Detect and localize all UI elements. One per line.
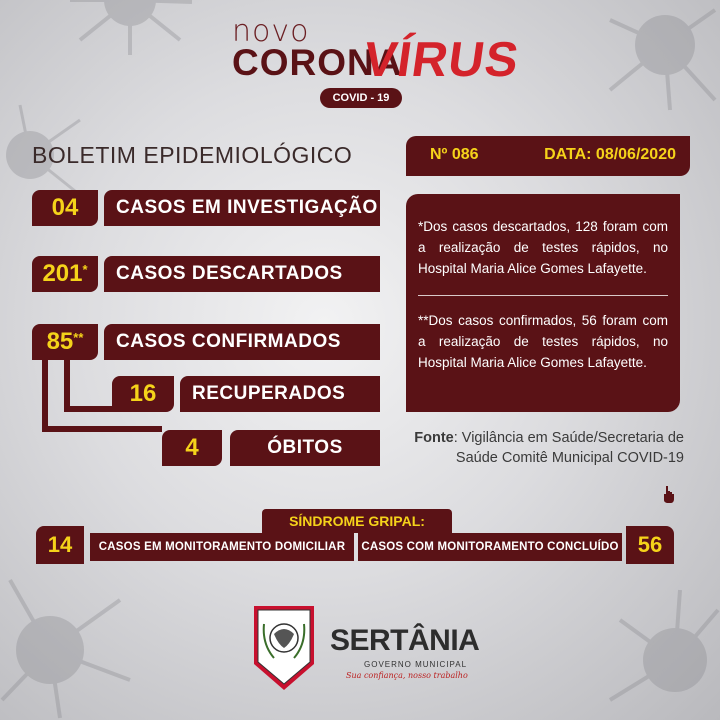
monitoring-label-text: CASOS EM MONITORAMENTO DOMICILIAR: [98, 541, 346, 553]
bracket-line: [64, 360, 70, 412]
header-corona: CORONA: [232, 42, 403, 83]
recovered-label: [180, 376, 380, 412]
virus-icon: [580, 0, 720, 120]
virus-icon: [60, 0, 200, 60]
bracket-line: [42, 426, 162, 432]
discarded-count: [32, 256, 98, 292]
bracket-line: [42, 360, 48, 432]
confirmed-value: 85: [46, 328, 74, 355]
recovered-label-text: RECUPERADOS: [192, 383, 346, 404]
investigation-count: [32, 190, 98, 226]
recovered-count: [112, 376, 174, 412]
discarded-label: [104, 256, 380, 292]
pointing-hand-icon: [658, 484, 678, 504]
covid-badge: COVID - 19: [320, 88, 402, 108]
notes-divider: [418, 295, 668, 296]
header-virus: VÍRUS: [360, 33, 523, 87]
logo-name: SERTÂNIA: [330, 624, 480, 657]
confirmed-label-text: CASOS CONFIRMADOS: [116, 331, 341, 352]
logo-subtitle: GOVERNO MUNICIPAL: [364, 660, 468, 669]
note-confirmed: **Dos casos confirmados, 56 foram com a realização de testes rápidos, no Hospital Maria Alice Gomes Lafayette.: [418, 313, 668, 370]
investigation-value: 04: [51, 194, 79, 221]
bulletin-title: [32, 142, 352, 169]
bulletin-info-bar: [406, 136, 690, 176]
source-text: [394, 428, 684, 468]
bulletin-title-b: EPIDEMIOLÓGICO: [143, 142, 353, 168]
deaths-value: 4: [185, 434, 199, 461]
virus-icon: [600, 580, 720, 720]
bulletin-title-a: BOLETIM: [32, 142, 137, 168]
monitoring-value: 14: [47, 532, 73, 557]
bracket-line: [64, 406, 112, 412]
municipal-shield-icon: [252, 604, 316, 692]
logo-slogan: Sua confiança, nosso trabalho: [346, 671, 468, 680]
confirmed-label: [104, 324, 380, 360]
discarded-mark: *: [82, 262, 88, 277]
monitoring-count: [36, 526, 84, 564]
deaths-label-text: ÓBITOS: [267, 437, 343, 458]
notes-panel: [406, 194, 680, 412]
discarded-value: 201: [42, 260, 83, 287]
note-discarded: *Dos casos descartados, 128 foram com a realização de testes rápidos, no Hospital Maria Alice Gomes Lafayette.: [418, 219, 668, 276]
concluded-value: 56: [637, 532, 663, 557]
investigation-label-text: CASOS EM INVESTIGAÇÃO: [116, 197, 378, 218]
bulletin-number: Nº 086: [430, 146, 479, 163]
concluded-label: [358, 533, 622, 561]
investigation-label: [104, 190, 380, 226]
monitoring-label: [90, 533, 354, 561]
header-novo: novo: [232, 14, 310, 49]
source-label: Fonte: [414, 430, 454, 446]
deaths-label: [230, 430, 380, 466]
source-body: : Vigilância em Saúde/Secretaria de Saúde Comitê Municipal COVID-19: [453, 430, 684, 466]
recovered-value: 16: [129, 380, 157, 407]
virus-icon: [0, 560, 140, 720]
concluded-label-text: CASOS COM MONITORAMENTO CONCLUÍDO: [361, 541, 619, 553]
confirmed-mark: **: [73, 330, 84, 345]
bulletin-date: DATA: 08/06/2020: [544, 146, 676, 163]
discarded-label-text: CASOS DESCARTADOS: [116, 263, 343, 284]
sindrome-title: SÍNDROME GRIPAL:: [262, 509, 452, 533]
deaths-count: [162, 430, 222, 466]
concluded-count: [626, 526, 674, 564]
confirmed-count: [32, 324, 98, 360]
